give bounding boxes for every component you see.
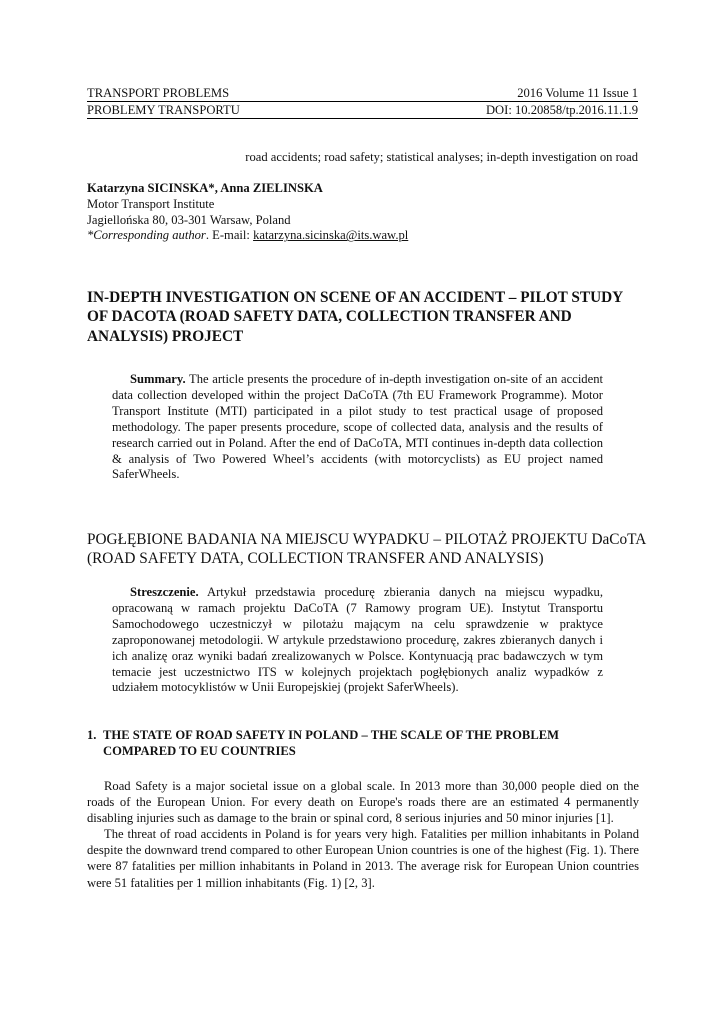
- section-body: [87, 778, 639, 891]
- doi: DOI: 10.20858/tp.2016.11.1.9: [485, 103, 638, 117]
- institution: Motor Transport Institute: [87, 196, 215, 211]
- author-block: [87, 181, 647, 244]
- author-names: Katarzyna SICINSKA*, Anna ZIELINSKA: [87, 181, 323, 195]
- journal-name-en: TRANSPORT PROBLEMS: [87, 86, 230, 100]
- paper-title-en: IN-DEPTH INVESTIGATION ON SCENE OF AN ACCIDENT – PILOT STUDY OF DACOTA (ROAD SAFETY DATA, COLLECTION TRANSFER AND ANALYSIS) PROJECT: [87, 289, 623, 345]
- section-number: 1.: [87, 728, 97, 742]
- journal-name-pl: PROBLEMY TRANSPORTU: [87, 103, 240, 117]
- running-header-bottom: [87, 103, 638, 119]
- paper-title-pl: POGŁĘBIONE BADANIA NA MIEJSCU WYPADKU – PILOTAŻ PROJEKTU DaCoTA (ROAD SAFETY DATA, COLLECTION TRANSFER AND ANALYSIS): [87, 531, 646, 568]
- email-prefix: . E-mail:: [205, 228, 254, 243]
- section-heading: [87, 727, 627, 759]
- summary-abstract: [112, 372, 603, 483]
- paragraph: The threat of road accidents in Poland is for years very high. Fatalities per million inhabitants in Poland despite the downward trend compared to other European Union countries is one of the highest (Fig. 1). There were 87 fatalities per million inhabitants in Poland in 2013. The average risk for European Union countries were 51 fatalities per 1 million inhabitants (Fig. 1) [2, 3].: [87, 827, 639, 890]
- running-header-top: [87, 86, 638, 102]
- paragraph: Road Safety is a major societal issue on a global scale. In 2013 more than 30,000 people died on the roads of the European Union. For every death on Europe's roads there are an estimated 4 permanently disabling injuries such as damage to the brain or spinal cord, 8 serious injuries and 50 minor injuries [1].: [87, 779, 639, 826]
- summary-label: Summary.: [130, 372, 186, 386]
- streszczenie-label: Streszczenie.: [130, 585, 199, 599]
- streszczenie-abstract: [112, 585, 603, 696]
- section-title: THE STATE OF ROAD SAFETY IN POLAND – THE SCALE OF THE PROBLEM COMPARED TO EU COUNTRIES: [103, 728, 560, 758]
- corresponding-label: *Corresponding author: [87, 228, 206, 243]
- summary-text: The article presents the procedure of in-depth investigation on-site of an accident data collection developed within the project DaCoTA (7th EU Framework Programme). Motor Transport Institute (MTI) participated in a pilot study to test practical usage of proposed methodology. The paper presents procedure, scope of collected data, analysis and the results of research carried out in Poland. After the end of DaCoTA, MTI continues in-depth data collection & analysis of Two Powered Wheel’s accidents (with motorcyclists) as EU project named SaferWheels.: [112, 372, 603, 482]
- corresponding-line: [87, 228, 647, 244]
- keywords: road accidents; road safety; statistical analyses; in-depth investigation on road: [245, 150, 638, 164]
- address: Jagiellońska 80, 03-301 Warsaw, Poland: [87, 212, 291, 227]
- streszczenie-text: Artykuł przedstawia procedurę zbierania danych na miejscu wypadku, opracowaną w ramach projektu DaCoTA (7 Ramowy program UE). Instytut Transportu Samochodowego uczestniczył w pilotażu mającym na celu sprawdzenie w praktyce zaproponowanej metodologii. W artykule przedstawiono procedurę, zakres zbieranych danych i ich analizę oraz wyniki badań zrealizowanych w Polsce. Kontynuacją prac badawczych w tym temacie jest uczestnictwo ITS w kolejnych projektach pogłębionych analiz wypadków z udziałem motocyklistów w Unii Europejskiej (projekt SaferWheels).: [112, 585, 603, 695]
- email-link[interactable]: katarzyna.sicinska@its.waw.pl: [253, 228, 409, 243]
- volume-issue: 2016 Volume 11 Issue 1: [517, 86, 638, 100]
